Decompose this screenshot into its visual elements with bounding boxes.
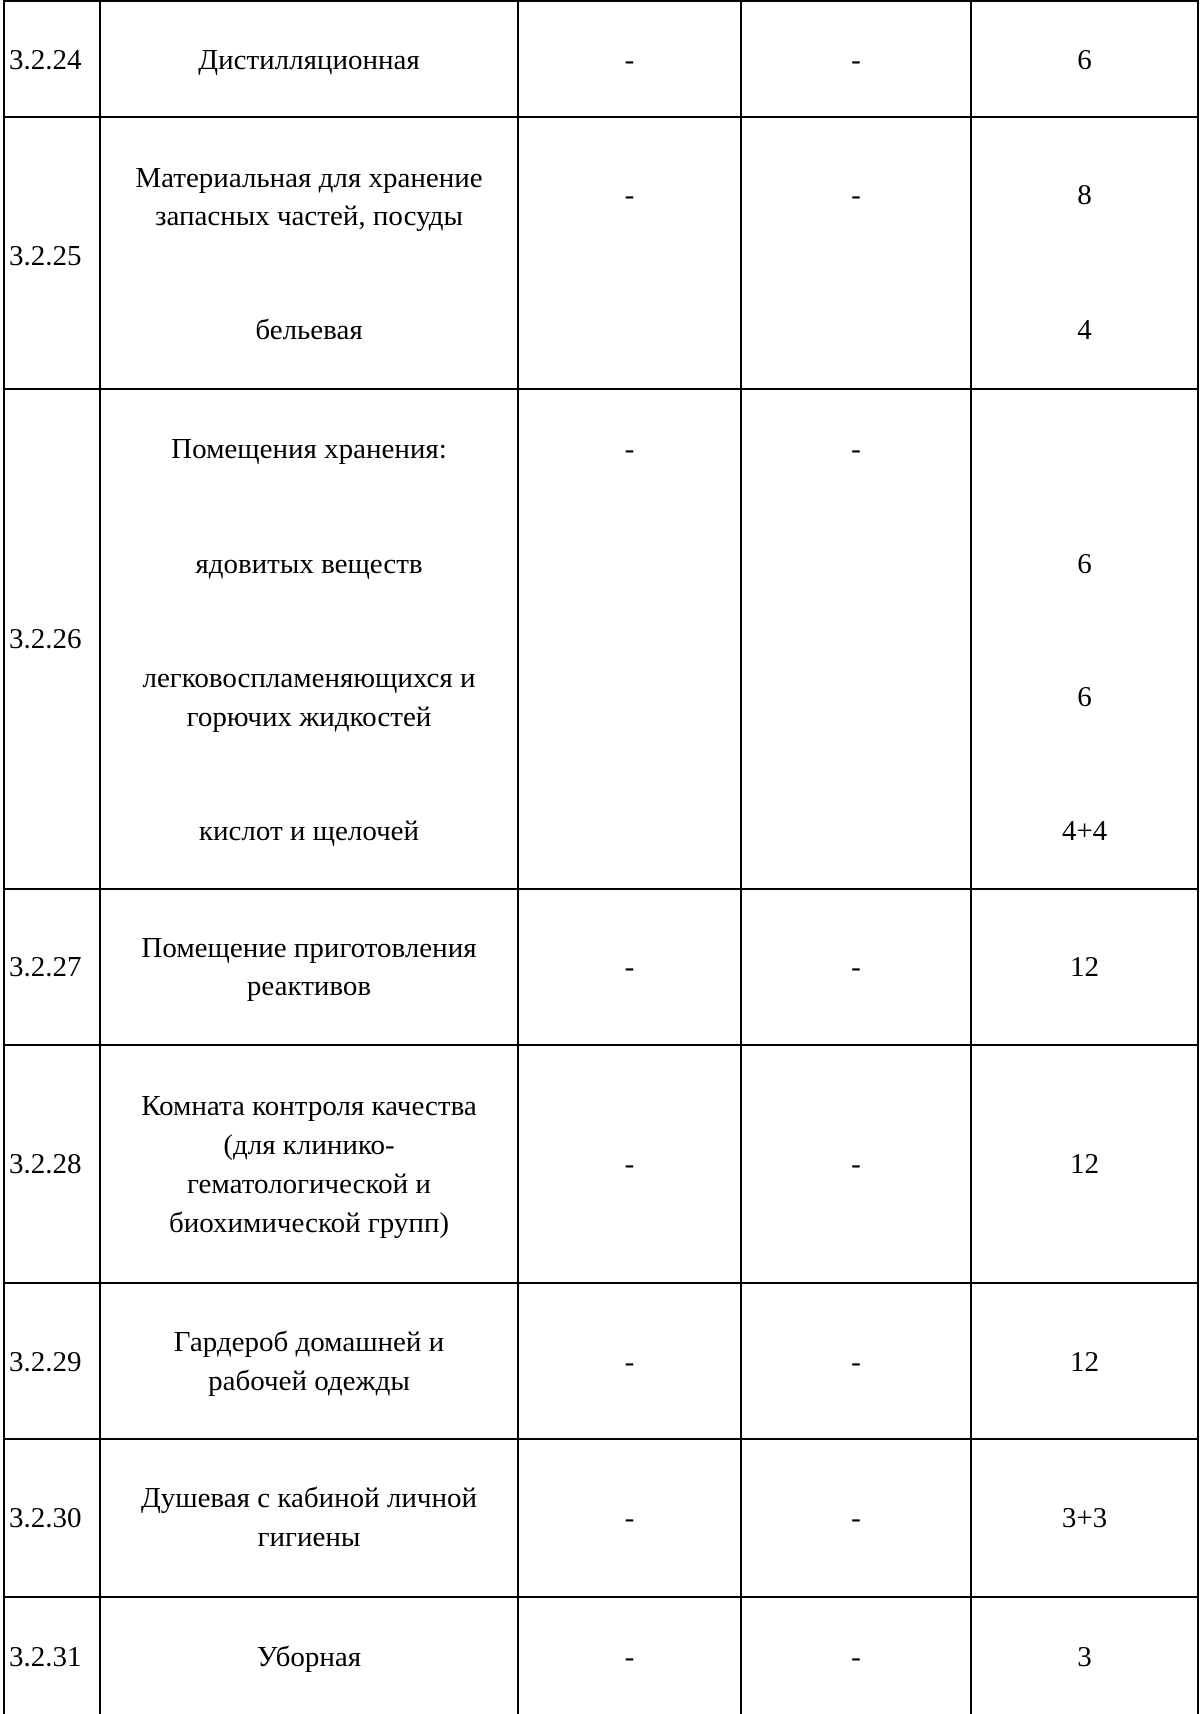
sub-column-5-value: 6 — [1077, 681, 1092, 713]
column-5-value: 12 — [1070, 951, 1099, 983]
column-4-value: - — [851, 951, 861, 983]
table-row — [5, 390, 1197, 890]
table-row — [5, 890, 1197, 1046]
rooms-table — [3, 0, 1199, 1714]
room-name-line-1: Гардероб домашней и — [173, 1326, 445, 1358]
row-number: 3.2.29 — [9, 1346, 82, 1378]
column-5-value: 6 — [1077, 44, 1092, 76]
row-number: 3.2.28 — [9, 1148, 82, 1180]
column-4-value: - — [851, 1502, 861, 1534]
room-name-line-1: Душевая с кабиной личной — [140, 1482, 478, 1514]
column-3-value: - — [624, 179, 635, 211]
column-5-value: 12 — [1070, 1148, 1099, 1180]
table-row — [5, 1598, 1197, 1714]
sub-column-5-value: 6 — [1077, 548, 1092, 580]
column-4-value: - — [851, 179, 861, 211]
row-number: 3.2.24 — [9, 44, 82, 76]
room-name-line-1: Комната контроля качества — [141, 1090, 477, 1122]
row-number: 3.2.27 — [9, 951, 82, 983]
row-number: 3.2.25 — [9, 240, 82, 272]
table-row — [5, 118, 1197, 390]
column-4-value: - — [851, 44, 861, 76]
column-3-value: - — [624, 1502, 635, 1534]
column-4-value: - — [851, 433, 861, 465]
room-name-line-2: гигиены — [257, 1521, 361, 1553]
room-name-line-2: запасных частей, посуды — [155, 200, 463, 232]
column-3-value: - — [624, 433, 635, 465]
column-4-value: - — [851, 1148, 861, 1180]
room-name-line-1: Помещение приготовления — [141, 932, 477, 964]
column-3-value: - — [624, 1346, 635, 1378]
room-name: Дистилляционная — [198, 44, 420, 76]
column-3-value: - — [624, 1148, 635, 1180]
room-name-line-1: Материальная для хранение — [135, 162, 483, 194]
room-name: Уборная — [256, 1641, 362, 1673]
table-row — [5, 0, 1197, 118]
room-name: Помещения хранения: — [171, 433, 447, 465]
column-4-value: - — [851, 1641, 861, 1673]
room-name-line-3: гематологической и — [187, 1168, 431, 1200]
column-4-value: - — [851, 1346, 861, 1378]
sub-room-name: кислот и щелочей — [198, 815, 420, 847]
column-5-value: 3 — [1077, 1641, 1092, 1673]
room-name-line-2: рабочей одежды — [208, 1365, 410, 1397]
row-number: 3.2.30 — [9, 1502, 82, 1534]
table-row — [5, 1440, 1197, 1598]
sub-room-name: ядовитых веществ — [195, 548, 423, 580]
column-5-value: 8 — [1077, 179, 1092, 211]
column-5-value: 12 — [1070, 1346, 1099, 1378]
row-number: 3.2.26 — [9, 623, 82, 655]
sub-column-5-value: 4 — [1077, 314, 1092, 346]
sub-room-name-line-2: горючих жидкостей — [186, 701, 432, 733]
room-name-line-4: биохимической групп) — [168, 1207, 450, 1239]
sub-room-name: бельевая — [255, 314, 363, 346]
table-row — [5, 1046, 1197, 1284]
sub-column-5-value: 4+4 — [1061, 815, 1108, 847]
column-3-value: - — [624, 951, 635, 983]
column-5-value: 3+3 — [1061, 1502, 1108, 1534]
column-3-value: - — [624, 44, 635, 76]
table-row — [5, 1284, 1197, 1440]
room-name-line-2: (для клинико- — [223, 1129, 395, 1161]
row-number: 3.2.31 — [9, 1641, 82, 1673]
sub-room-name-line-1: легковоспламеняющихся и — [142, 662, 476, 694]
room-name-line-2: реактивов — [246, 970, 372, 1002]
column-3-value: - — [624, 1641, 635, 1673]
